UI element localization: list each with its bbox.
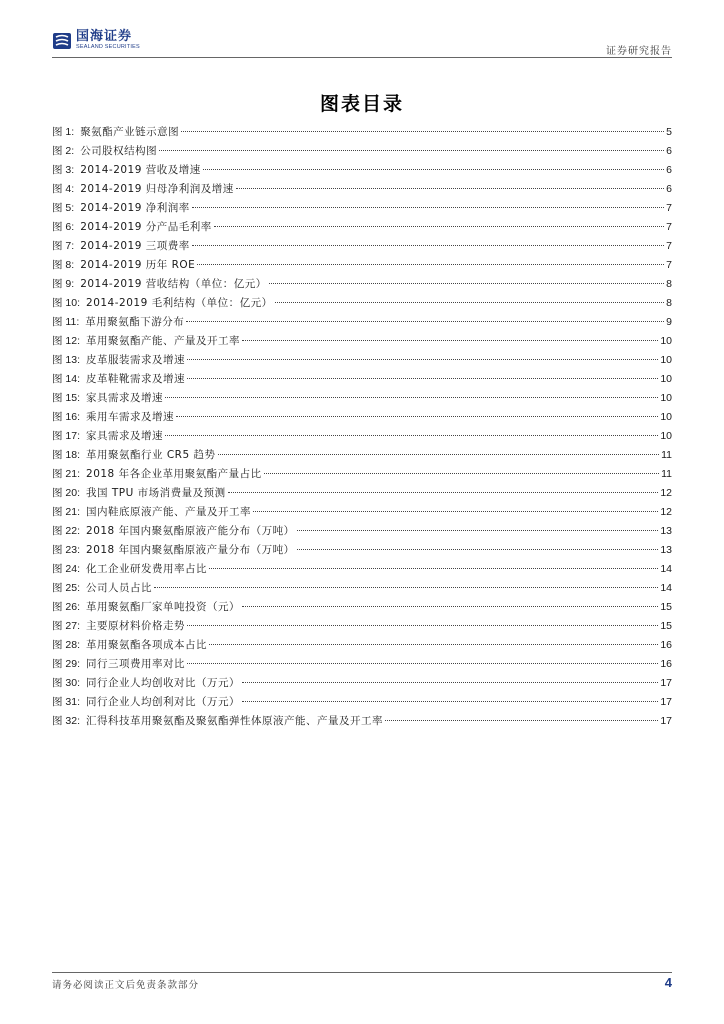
toc-entry-title: 2014-2019 净利润率 (80, 202, 190, 214)
toc-entry-title: 化工企业研发费用率占比 (86, 563, 208, 575)
toc-leader-dots (253, 511, 658, 512)
toc-entry[interactable] (52, 465, 672, 484)
toc-entry-page: 11 (661, 468, 672, 480)
toc-entry-number: 图 18: (52, 449, 81, 461)
toc-leader-dots (297, 530, 659, 531)
toc-entry-page: 10 (660, 392, 672, 404)
toc-entry[interactable] (52, 408, 672, 427)
toc-leader-dots (186, 321, 664, 322)
toc-leader-dots (159, 150, 664, 151)
toc-entry[interactable] (52, 655, 672, 674)
toc-leader-dots (264, 473, 660, 474)
toc-entry-number: 图 4: (52, 183, 75, 195)
toc-leader-dots (269, 283, 664, 284)
toc-entry-page: 16 (660, 639, 672, 651)
toc-entry-number: 图 29: (52, 658, 81, 670)
toc-entry[interactable] (52, 256, 672, 275)
toc-entry[interactable] (52, 427, 672, 446)
toc-entry-page: 8 (666, 278, 672, 290)
toc-entry[interactable] (52, 617, 672, 636)
toc-entry-number: 图 27: (52, 620, 81, 632)
page-number: 4 (664, 975, 672, 990)
toc-entry-number: 图 7: (52, 240, 75, 252)
toc-entry[interactable] (52, 218, 672, 237)
toc-leader-dots (197, 264, 664, 265)
toc-entry-page: 10 (660, 430, 672, 442)
toc-entry-number: 图 9: (52, 278, 75, 290)
toc-entry-page: 7 (666, 240, 672, 252)
toc-entry[interactable] (52, 522, 672, 541)
toc-entry[interactable] (52, 503, 672, 522)
toc-entry-number: 图 2: (52, 145, 75, 157)
toc-entry-title: 2014-2019 归母净利润及增速 (80, 183, 234, 195)
toc-entry-page: 14 (660, 563, 672, 575)
toc-entry[interactable] (52, 123, 672, 142)
toc-entry-page: 13 (660, 525, 672, 537)
page-header (0, 0, 724, 60)
toc-entry-page: 10 (660, 335, 672, 347)
toc-entry[interactable] (52, 541, 672, 560)
toc-entry-page: 7 (666, 202, 672, 214)
toc-entry-page: 6 (666, 145, 672, 157)
toc-entry-page: 11 (661, 449, 672, 461)
toc-entry[interactable] (52, 446, 672, 465)
toc-entry-number: 图 11: (52, 316, 80, 328)
toc-entry[interactable] (52, 389, 672, 408)
toc-entry-page: 12 (660, 506, 672, 518)
toc-entry-number: 图 16: (52, 411, 81, 423)
toc-entry-page: 17 (660, 715, 672, 727)
toc-entry[interactable] (52, 332, 672, 351)
toc-entry-number: 图 25: (52, 582, 81, 594)
sealand-logo-icon (52, 31, 72, 51)
page-title: 图表目录 (319, 93, 404, 115)
toc-leader-dots (176, 416, 658, 417)
toc-entry-page: 6 (666, 164, 672, 176)
toc-entry[interactable] (52, 370, 672, 389)
toc-entry-title: 主要原材料价格走势 (86, 620, 186, 632)
toc-entry[interactable] (52, 161, 672, 180)
toc-entry-number: 图 32: (52, 715, 81, 727)
toc-entry-number: 图 21: (52, 468, 81, 480)
toc-leader-dots (187, 359, 658, 360)
toc-entry[interactable] (52, 294, 672, 313)
toc-entry[interactable] (52, 598, 672, 617)
toc-entry-page: 7 (666, 221, 672, 233)
toc-entry-number: 图 20: (52, 487, 81, 499)
toc-entry[interactable] (52, 693, 672, 712)
toc-entry-number: 图 13: (52, 354, 81, 366)
logo-name-en: SEALAND SECURITIES (76, 44, 140, 50)
toc-entry[interactable] (52, 142, 672, 161)
toc-entry-title: 国内鞋底原液产能、产量及开工率 (86, 506, 252, 518)
toc-entry-title: 2018 年各企业革用聚氨酯产量占比 (86, 468, 262, 480)
toc-entry-title: 同行企业人均创利对比（万元） (86, 696, 241, 708)
toc-entry-page: 10 (660, 373, 672, 385)
toc-entry[interactable] (52, 712, 672, 731)
toc-entry-number: 图 31: (52, 696, 81, 708)
toc-entry-title: 同行三项费用率对比 (86, 658, 186, 670)
toc-leader-dots (192, 207, 664, 208)
toc-entry[interactable] (52, 560, 672, 579)
toc-entry-title: 2014-2019 三项费率 (80, 240, 190, 252)
toc-entry[interactable] (52, 237, 672, 256)
toc-leader-dots (209, 644, 658, 645)
logo-name-cn: 国海证券 (76, 29, 133, 44)
footer-divider (52, 972, 672, 973)
toc-leader-dots (181, 131, 664, 132)
toc-leader-dots (218, 454, 660, 455)
toc-entry-number: 图 1: (52, 126, 75, 138)
toc-entry[interactable] (52, 674, 672, 693)
toc-entry-page: 13 (660, 544, 672, 556)
toc-entry-number: 图 23: (52, 544, 81, 556)
toc-entry-page: 12 (660, 487, 672, 499)
footer-disclaimer: 请务必阅读正文后免责条款部分 (52, 980, 200, 991)
toc-entry-number: 图 14: (52, 373, 81, 385)
toc-leader-dots (187, 378, 658, 379)
toc-leader-dots (165, 397, 658, 398)
toc-entry-title: 聚氨酯产业链示意图 (80, 126, 180, 138)
toc-entry-number: 图 5: (52, 202, 75, 214)
toc-leader-dots (203, 169, 664, 170)
toc-entry[interactable] (52, 484, 672, 503)
toc-entry-title: 2018 年国内聚氨酯原液产能分布（万吨） (86, 525, 295, 537)
toc-entry-title: 革用聚氨酯各项成本占比 (86, 639, 208, 651)
toc-entry-title: 2014-2019 分产品毛利率 (80, 221, 212, 233)
toc-entry-page: 15 (660, 601, 672, 613)
toc-entry-title: 乘用车需求及增速 (86, 411, 175, 423)
toc-leader-dots (165, 435, 658, 436)
toc-leader-dots (192, 245, 664, 246)
toc-entry-title: 皮革服装需求及增速 (86, 354, 186, 366)
logo-text (76, 30, 140, 51)
toc-entry-number: 图 30: (52, 677, 81, 689)
toc-entry-page: 6 (666, 183, 672, 195)
toc-entry-page: 7 (666, 259, 672, 271)
toc-entry-title: 革用聚氨酯厂家单吨投资（元） (86, 601, 241, 613)
toc-entry[interactable] (52, 579, 672, 598)
toc-entry[interactable] (52, 636, 672, 655)
toc-leader-dots (209, 568, 658, 569)
toc-leader-dots (385, 720, 658, 721)
toc-entry-title: 革用聚氨酯下游分布 (85, 316, 185, 328)
toc-leader-dots (242, 340, 658, 341)
toc-entry-number: 图 22: (52, 525, 81, 537)
toc-entry-title: 2018 年国内聚氨酯原液产量分布（万吨） (86, 544, 295, 556)
toc-entry[interactable] (52, 275, 672, 294)
toc-entry-title: 公司股权结构图 (80, 145, 158, 157)
toc-entry-number: 图 24: (52, 563, 81, 575)
toc-entry-title: 2014-2019 历年 ROE (80, 259, 196, 271)
toc-entry-number: 图 17: (52, 430, 81, 442)
toc-entry-page: 17 (660, 677, 672, 689)
toc-entry-page: 15 (660, 620, 672, 632)
toc-entry-title: 汇得科技革用聚氨酯及聚氨酯弹性体原液产能、产量及开工率 (86, 715, 384, 727)
toc-entry-number: 图 28: (52, 639, 81, 651)
toc-leader-dots (187, 663, 658, 664)
toc-leader-dots (154, 587, 658, 588)
toc-entry-title: 2014-2019 毛利结构（单位：亿元） (86, 297, 273, 309)
toc-entry[interactable] (52, 351, 672, 370)
toc-entry-title: 革用聚氨酯产能、产量及开工率 (86, 335, 241, 347)
toc-leader-dots (242, 701, 658, 702)
toc-leader-dots (275, 302, 665, 303)
toc-leader-dots (228, 492, 659, 493)
toc-entry-page: 8 (666, 297, 672, 309)
toc-entry-page: 10 (660, 411, 672, 423)
toc-entry-number: 图 12: (52, 335, 81, 347)
toc-entry-number: 图 8: (52, 259, 75, 271)
toc-leader-dots (187, 625, 658, 626)
header-divider (52, 57, 672, 58)
toc-entry-number: 图 3: (52, 164, 75, 176)
toc-entry-title: 家具需求及增速 (86, 430, 164, 442)
toc-entry-title: 2014-2019 营收及增速 (80, 164, 201, 176)
company-logo (52, 30, 140, 51)
toc-leader-dots (242, 682, 658, 683)
toc-entry-page: 17 (660, 696, 672, 708)
table-of-figures (52, 123, 672, 731)
toc-entry-page: 10 (660, 354, 672, 366)
toc-entry-page: 5 (666, 126, 672, 138)
toc-entry-number: 图 26: (52, 601, 81, 613)
toc-leader-dots (236, 188, 664, 189)
toc-entry-title: 2014-2019 营收结构（单位：亿元） (80, 278, 267, 290)
toc-entry-title: 革用聚氨酯行业 CR5 趋势 (86, 449, 216, 461)
toc-entry-number: 图 21: (52, 506, 81, 518)
toc-entry-title: 公司人员占比 (86, 582, 153, 594)
toc-leader-dots (214, 226, 664, 227)
toc-entry-number: 图 6: (52, 221, 75, 233)
toc-entry-page: 16 (660, 658, 672, 670)
toc-entry-number: 图 15: (52, 392, 81, 404)
toc-entry-page: 14 (660, 582, 672, 594)
toc-entry-title: 家具需求及增速 (86, 392, 164, 404)
toc-entry[interactable] (52, 180, 672, 199)
toc-leader-dots (242, 606, 658, 607)
toc-entry-title: 同行企业人均创收对比（万元） (86, 677, 241, 689)
report-type-label: 证券研究报告 (606, 46, 672, 57)
toc-entry-page: 9 (666, 316, 672, 328)
toc-entry[interactable] (52, 199, 672, 218)
toc-entry-number: 图 10: (52, 297, 81, 309)
toc-entry-title: 我国 TPU 市场消费量及预测 (86, 487, 226, 499)
toc-entry[interactable] (52, 313, 672, 332)
toc-entry-title: 皮革鞋靴需求及增速 (86, 373, 186, 385)
toc-leader-dots (297, 549, 659, 550)
